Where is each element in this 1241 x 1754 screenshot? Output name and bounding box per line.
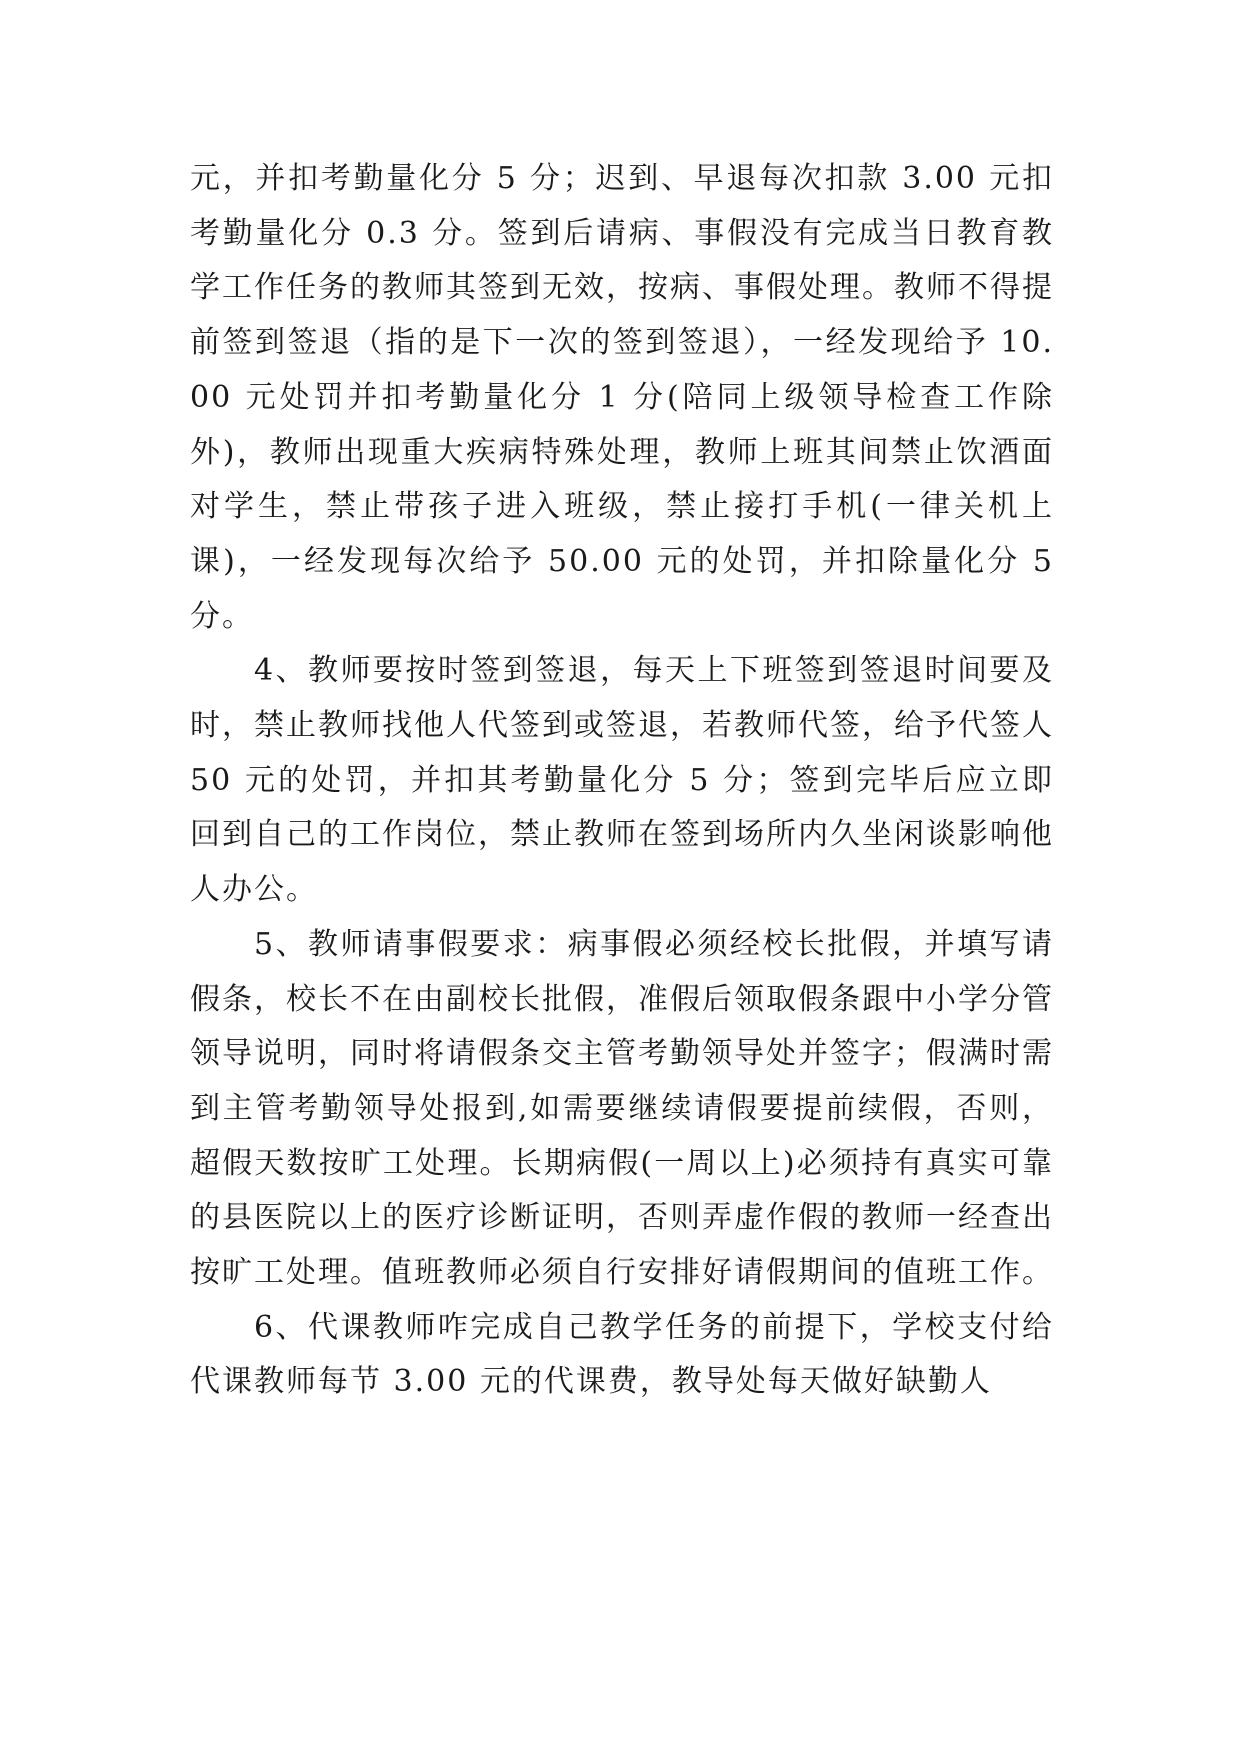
paragraph-continuation: 元，并扣考勤量化分 5 分；迟到、早退每次扣款 3.00 元扣考勤量化分 0.3 分。签到后请病、事假没有完成当日教育教学工作任务的教师其签到无效，按病、事假处理。教师不得提前签到签退（指的是下一次的签到签退），一经发现给予 10.00 元处罚并扣考勤量化分 1 分(陪同上级领导检查工作除外)，教师出现重大疾病特殊处理，教师上班其间禁止饮酒面对学生，禁止带孩子进入班级，禁止接打手机(一律关机上课)，一经发现每次给予 50.00 元的处罚，并扣除量化分 5 分。 <box>190 161 1054 634</box>
paragraph-item-6: 6、代课教师咋完成自己教学任务的前提下，学校支付给代课教师每节 3.00 元的代课费，教导处每天做好缺勤人 <box>190 1309 1054 1400</box>
paragraph-item-5: 5、教师请事假要求：病事假必须经校长批假，并填写请假条，校长不在由副校长批假，准假后领取假条跟中小学分管领导说明，同时将请假条交主管考勤领导处并签字；假满时需到主管考勤领导处报到,如需要继续请假要提前续假，否则，超假天数按旷工处理。长期病假(一周以上)必须持有真实可靠的县医院以上的医疗诊断证明，否则弄虚作假的教师一经查出按旷工处理。值班教师必须自行安排好请假期间的值班工作。 <box>190 926 1054 1291</box>
paragraph-item-4: 4、教师要按时签到签退，每天上下班签到签退时间要及时，禁止教师找他人代签到或签退，若教师代签，给予代签人 50 元的处罚，并扣其考勤量化分 5 分；签到完毕后应立即回到自己的工作岗位，禁止教师在签到场所内久坐闲谈影响他人办公。 <box>190 653 1054 908</box>
document-body <box>190 152 1054 1410</box>
